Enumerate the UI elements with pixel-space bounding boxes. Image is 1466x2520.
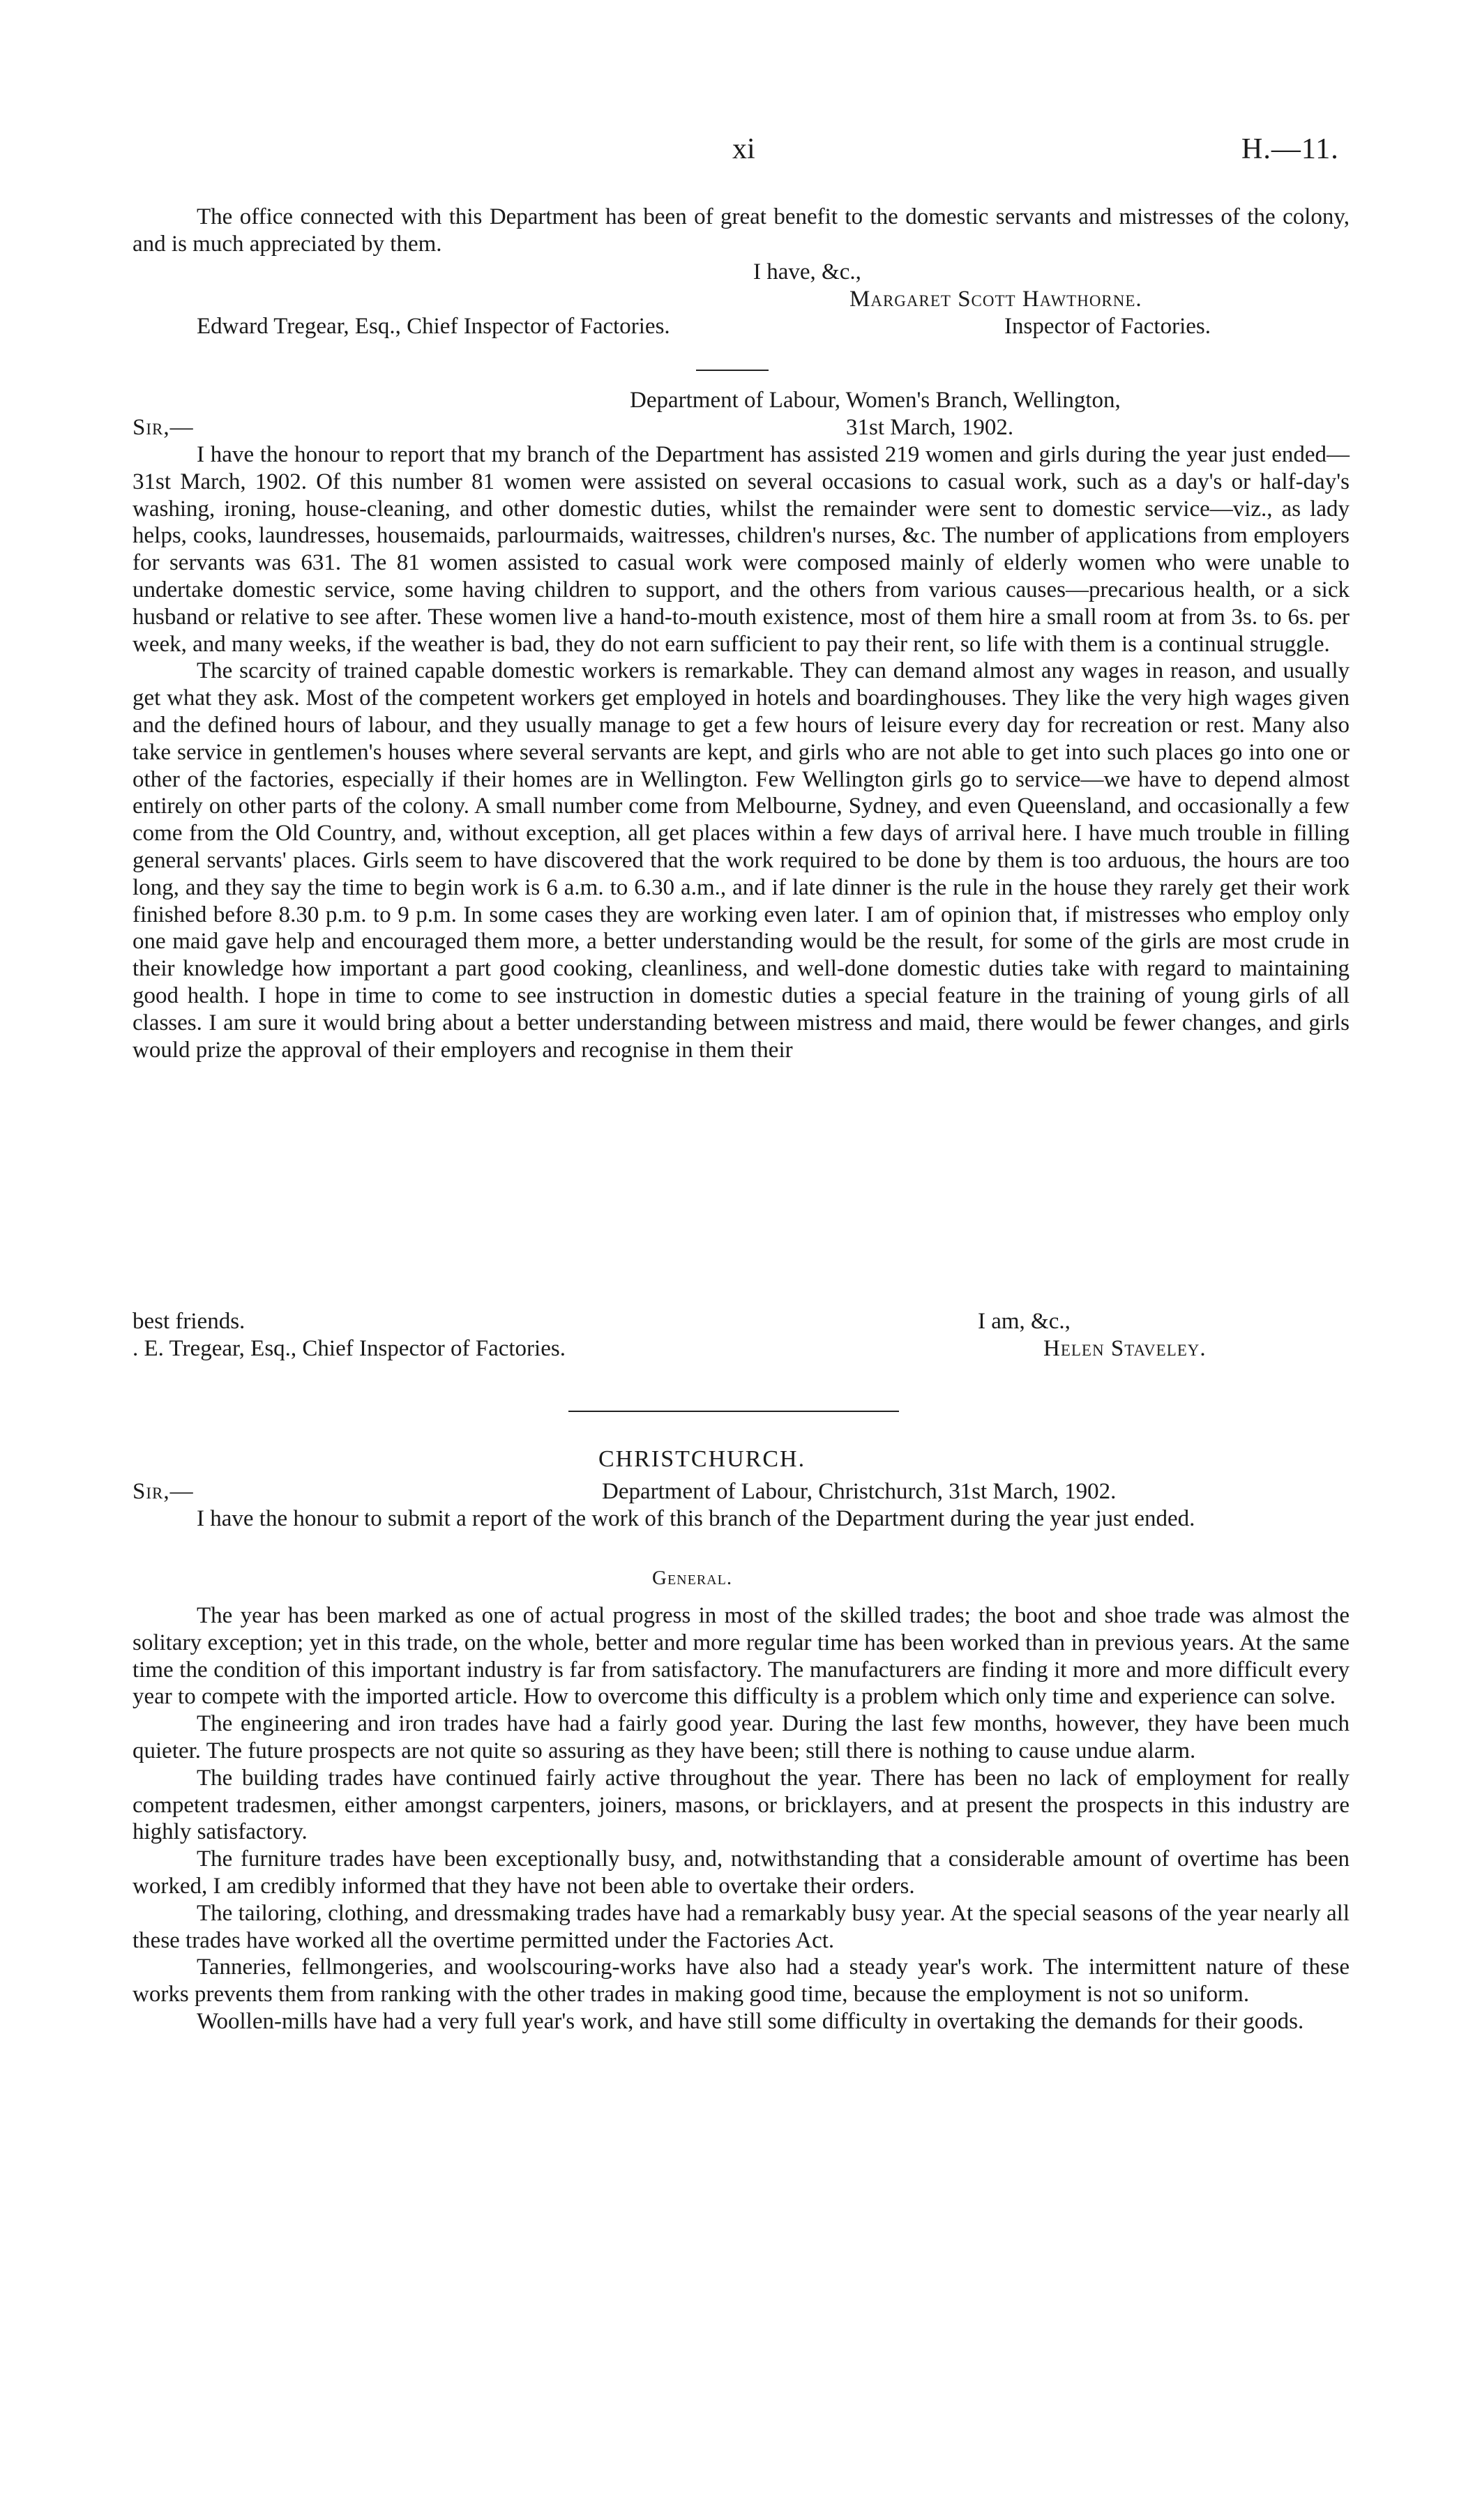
letter2-closing: I am, &c.,: [978, 1309, 1071, 1334]
letter2-signatory: Helen Staveley.: [1043, 1336, 1207, 1361]
letter1-addressee: Edward Tregear, Esq., Chief Inspector of Factories.: [197, 314, 670, 339]
section-divider: [568, 1411, 899, 1412]
section3-address: Department of Labour, Christchurch, 31st March, 1902.: [602, 1479, 1117, 1504]
section3-subheading: General.: [652, 1567, 733, 1589]
section3-paragraph: The engineering and iron trades have had a fairly good year. During the last few months, however, they have been much quieter. The future prospects are not quite so assuring as they have been; still there is nothing to cause undue alarm.: [133, 1711, 1350, 1763]
section3-intro-block: [133, 1505, 1350, 1533]
letter1-signatory: Margaret Scott Hawthorne.: [849, 287, 1142, 312]
section3-paragraph: The building trades have continued fairly active throughout the year. There has been no lack of employment for really competent tradesmen, either amongst carpenters, joiners, masons, or bricklayers, and at present the prospects in this industry are highly satisfactory.: [133, 1765, 1350, 1845]
letter2-paragraph: I have the honour to report that my branch of the Department has assisted 219 women and girls during the year just ended—31st March, 1902. Of this number 81 women were assisted on several occasions to casual work, such as a day's or half-day's washing, ironing, house-cleaning, and other domestic duties, whilst the remainder were sent to domestic service—viz., as lady helps, cooks, laundresses, housemaids, parlourmaids, waitresses, children's nurses, &c. The number of applications from employers for servants was 631. The 81 women assisted to casual work were composed mainly of elderly women who were unable to undertake domestic service, some having children to support, and the others from various causes—precarious health, or a sick husband or relative to see after. These women live a hand-to-mouth existence, most of them hire a small room at from 3s. to 6s. per week, and many weeks, if the weather is bad, they do not earn sufficient to pay their rent, so life with them is a continual struggle.: [133, 442, 1350, 657]
section3-salutation: Sir,—: [133, 1479, 194, 1504]
letter1-body: The office connected with this Department has been of great benefit to the domestic servants and mistresses of the colony, and is much appreciated by them.: [133, 204, 1350, 257]
letter2-salutation: Sir,—: [133, 415, 194, 440]
letter2-body-block: [133, 441, 1350, 1063]
letter2-last-line: best friends.: [133, 1309, 245, 1334]
section3-paragraph: Tanneries, fellmongeries, and woolscouring-works have also had a steady year's work. The intermittent nature of these works prevents them from ranking with the other trades in making good time, because the employment is not so uniform.: [133, 1954, 1350, 2007]
letter1-body-block: [133, 204, 1350, 258]
letter1-signatory-title: Inspector of Factories.: [1004, 314, 1211, 339]
letter2-address-line2: 31st March, 1902.: [846, 415, 1014, 440]
section3-paragraph: Woollen-mills have had a very full year's work, and have still some difficulty in overtaking the demands for their goods.: [197, 2008, 1304, 2034]
short-divider: [696, 370, 769, 371]
section3-body-block: [133, 1602, 1350, 2035]
letter2-addressee: . E. Tregear, Esq., Chief Inspector of Factories.: [133, 1336, 566, 1361]
letter2-address-line1: Department of Labour, Women's Branch, Wellington,: [630, 388, 1121, 413]
section-title: CHRISTCHURCH.: [598, 1446, 806, 1472]
section3-paragraph: The furniture trades have been exceptionally busy, and, notwithstanding that a considerable amount of overtime has been worked, I am credibly informed that they have not been able to overtake their orders.: [133, 1846, 1350, 1899]
letter2-paragraph: The scarcity of trained capable domestic workers is remarkable. They can demand almost any wages in reason, and usually get what they ask. Most of the competent workers get employed in hotels and boardinghouses. They like the very high wages given and the defined hours of labour, and they usually manage to get a few hours of leisure every day for recreation or rest. Many also take service in gentlemen's houses where several servants are kept, and girls who are not able to get into such places go into one or other of the factories, especially if their homes are in Wellington. Few Wellington girls go to service—we have to depend almost entirely on other parts of the colony. A small number come from Melbourne, Sydney, and even Queensland, and occasionally a few come from the Old Country, and, without exception, all get places within a few days of arrival here. I have much trouble in filling general servants' places. Girls seem to have discovered that the work required to be done by them is too arduous, the hours are too long, and they say the time to begin work is 6 a.m. to 6.30 a.m., and if late dinner is the rule in the house they rarely get their work finished before 8.30 p.m. to 9 p.m. In some cases they are working even later. I am of opinion that, if mistresses who employ only one maid gave help and encouraged them more, a better understanding would be the result, for some of the girls are most crude in their knowledge how important a part good cooking, cleanliness, and well-done domestic duties take with regard to maintaining good health. I hope in time to come to see instruction in domestic duties a special feature in the training of young girls of all classes. I am sure it would bring about a better understanding between mistress and maid, there would be fewer changes, and girls would prize the approval of their employers and recognise in them their: [133, 658, 1350, 1063]
section3-intro: I have the honour to submit a report of the work of this branch of the Department during the year just ended.: [197, 1506, 1195, 1531]
document-reference: H.—11.: [1241, 133, 1339, 165]
section3-paragraph: The year has been marked as one of actual progress in most of the skilled trades; the boot and shoe trade was almost the solitary exception; yet in this trade, on the whole, better and more regular time has been worked than in previous years. At the same time the condition of this important industry is far from satisfactory. The manufacturers are finding it more and more difficult every year to compete with the imported article. How to overcome this difficulty is a problem which only time and experience can solve.: [133, 1603, 1350, 1710]
section3-paragraph: The tailoring, clothing, and dressmaking trades have had a remarkably busy year. At the special seasons of the year nearly all these trades have worked all the overtime permitted under the Factories Act.: [133, 1900, 1350, 1953]
letter1-closing: I have, &c.,: [753, 259, 861, 284]
page-number: xi: [732, 133, 755, 165]
